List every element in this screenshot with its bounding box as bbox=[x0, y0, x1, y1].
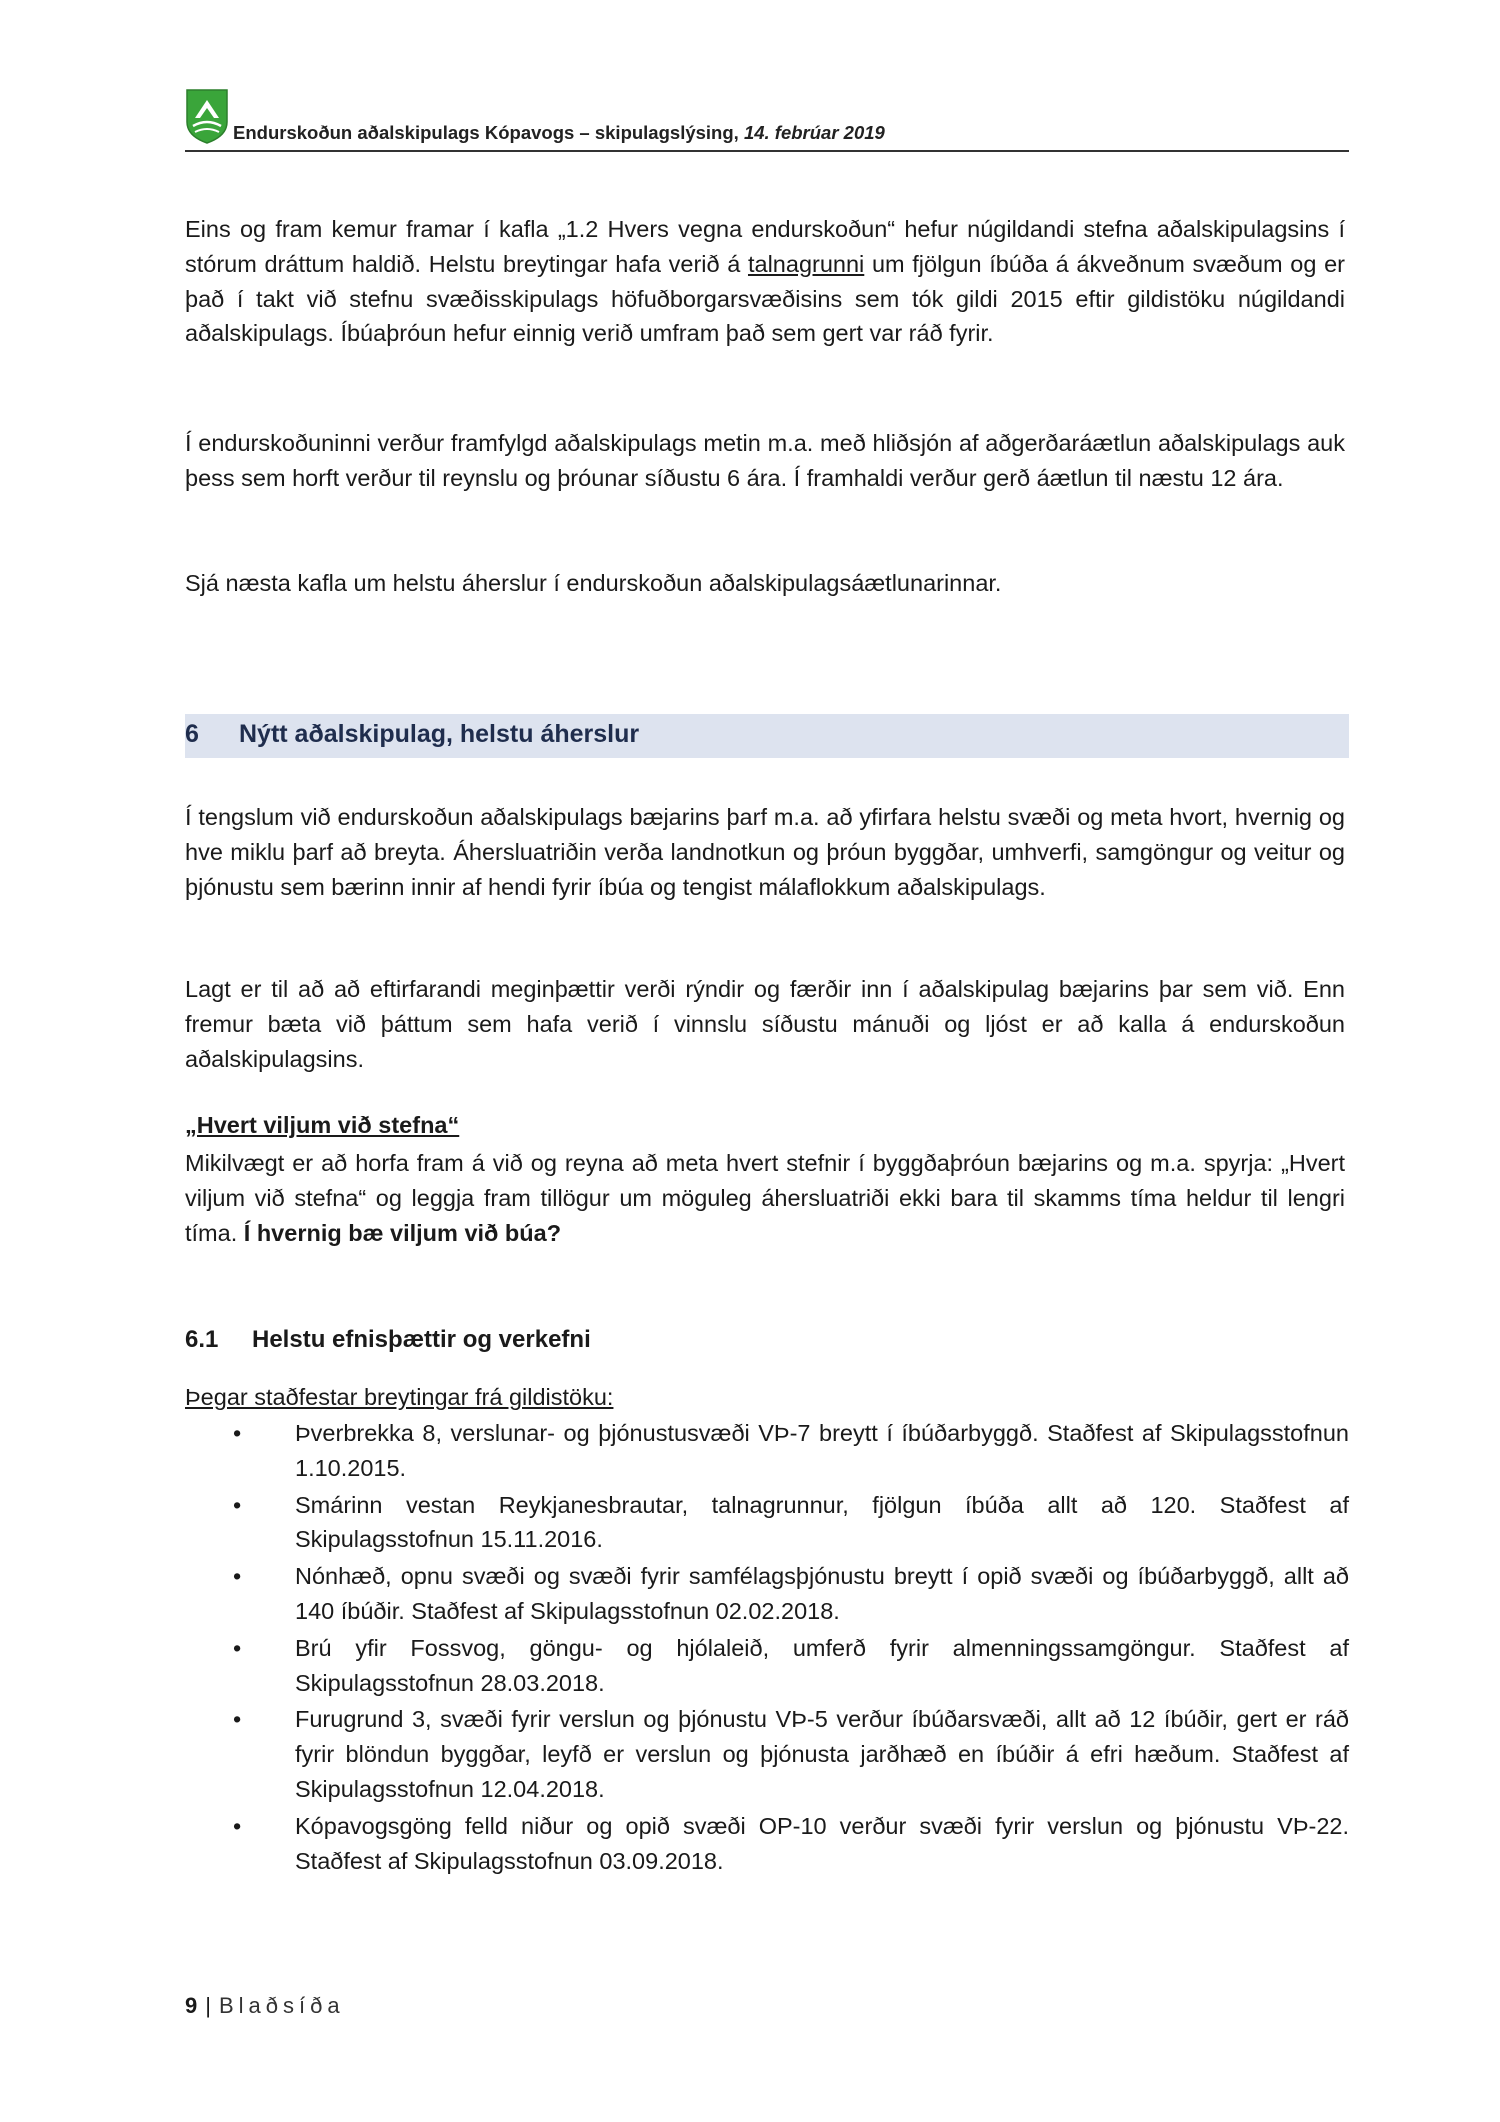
list-item-text: Smárinn vestan Reykjanesbrautar, talnagrunnur, fjölgun íbúða allt að 120. Staðfest af Skipulagsstofnun 15.11.2016. bbox=[295, 1491, 1349, 1553]
kopavogur-logo-icon bbox=[185, 88, 229, 144]
header-date: 14. febrúar 2019 bbox=[743, 122, 885, 143]
paragraph-look-ahead bbox=[185, 1146, 1345, 1250]
list-item bbox=[185, 1559, 1349, 1629]
footer-label: Blaðsíða bbox=[218, 1993, 345, 2018]
section-6-title: Nýtt aðalskipulag, helstu áherslur bbox=[239, 720, 640, 748]
bullet-icon: • bbox=[233, 1706, 242, 1733]
paragraph-look-ahead-text: Mikilvægt er að horfa fram á við og reyna að meta hvert stefnir í byggðaþróun bæjarins og m.a. spyrja: „Hvert viljum við stefna“ og leggja fram tillögur um möguleg áhersluatriði ekki bara til skamms tíma heldur til lengri tíma. bbox=[185, 1150, 1345, 1246]
paragraph-intro-part-a: Eins og fram kemur framar í kafla „1.2 Hvers vegna endurskoðun“ hefur núgildandi stefna aðalskipulagsins í stórum dráttum haldið. Helstu breytingar hafa verið á bbox=[185, 216, 1345, 277]
section-6-number: 6 bbox=[185, 720, 199, 748]
confirmed-changes-label: Þegar staðfestar breytingar frá gildistöku: bbox=[185, 1384, 614, 1410]
header-title-text: Endurskoðun aðalskipulags Kópavogs – skipulagslýsing, bbox=[233, 122, 739, 143]
list-item bbox=[185, 1631, 1349, 1701]
list-item bbox=[185, 1702, 1349, 1806]
page-footer bbox=[185, 1993, 345, 2019]
header-rule bbox=[185, 150, 1349, 152]
section-6-heading bbox=[185, 714, 1349, 758]
bullet-icon: • bbox=[233, 1563, 242, 1590]
list-item bbox=[185, 1809, 1349, 1879]
list-item-text: Brú yfir Fossvog, göngu- og hjólaleið, umferð fyrir almenningssamgöngur. Staðfest af Skipulagsstofnun 28.03.2018. bbox=[295, 1634, 1349, 1696]
paragraph-intro-part-b: um fjölgun íbúða á ákveðnum svæðum og er það í takt við stefnu svæðisskipulags höfuðborgarsvæðisins sem tók gildi 2015 eftir gildistöku núgildandi aðalskipulags. Íbúaþróun hefur einnig verið umfram það sem gert var ráð fyrir. bbox=[185, 250, 1346, 347]
paragraph-see-next: Sjá næsta kafla um helstu áherslur í endurskoðun aðalskipulagsáætlunarinnar. bbox=[185, 570, 1002, 596]
header-title bbox=[233, 122, 885, 144]
bullet-icon: • bbox=[233, 1420, 242, 1446]
page-number: 9 bbox=[185, 1993, 198, 2018]
list-item-text: Kópavogsgöng felld niður og opið svæði OP-10 verður svæði fyrir verslun og þjónustu VÞ-22. Staðfest af Skipulagsstofnun 03.09.2018. bbox=[295, 1812, 1349, 1874]
list-item bbox=[185, 1416, 1349, 1486]
section-6-1-number: 6.1 bbox=[185, 1326, 219, 1353]
talnagrunni-underlined: talnagrunni bbox=[747, 250, 865, 277]
list-item-text: Þverbrekka 8, verslunar- og þjónustusvæði VÞ-7 breytt í íbúðarbyggð. Staðfest af Skipulagsstofnun 1.10.2015. bbox=[295, 1420, 1349, 1481]
paragraph-review: Í endurskoðuninni verður framfylgd aðalskipulags metin m.a. með hliðsjón af aðgerðaráætlun aðalskipulags auk þess sem horft verður til reynslu og þróunar síðustu 6 ára. Í framhaldi verður gerð áætlun til næstu 12 ára. bbox=[185, 430, 1345, 491]
list-item-text: Nónhæð, opnu svæði og svæði fyrir samfélagsþjónustu breytt í opið svæði og íbúðarbyggð, allt að 140 íbúðir. Staðfest af Skipulagsstofnun 02.02.2018. bbox=[295, 1563, 1349, 1624]
confirmed-changes-list bbox=[185, 1416, 1349, 1880]
bullet-icon: • bbox=[233, 1491, 242, 1518]
bullet-icon: • bbox=[233, 1812, 242, 1839]
subheading-hvert-viljum: „Hvert viljum við stefna“ bbox=[185, 1112, 460, 1138]
list-item bbox=[185, 1488, 1349, 1558]
paragraph-intro bbox=[185, 212, 1345, 351]
paragraph-proposals: Lagt er til að að eftirfarandi meginþættir verði rýndir og færðir inn í aðalskipulag bæjarins þar sem við. Enn fremur bæta við þáttum sem hafa verið í vinnslu síðustu mánuði og ljóst er að kalla á endurskoðun aðalskipulagsins. bbox=[185, 976, 1345, 1072]
paragraph-connections: Í tengslum við endurskoðun aðalskipulags bæjarins þarf m.a. að yfirfara helstu svæði og meta hvort, hvernig og hve miklu þarf að breyta. Áhersluatriðin verða landnotkun og þróun byggðar, umhverfi, samgöngur og veitur og þjónustu sem bærinn innir af hendi fyrir íbúa og tengist málaflokkum aðalskipulags. bbox=[185, 804, 1345, 900]
list-item-text: Furugrund 3, svæði fyrir verslun og þjónustu VÞ-5 verður íbúðarsvæði, allt að 12 íbúðir, gert er ráð fyrir blöndun byggðar, leyfð er verslun og þjónusta jarðhæð en íbúðir á efri hæðum. Staðfest af Skipulagsstofnun 12.04.2018. bbox=[295, 1706, 1349, 1802]
page-header bbox=[185, 88, 1349, 152]
section-6-1-title: Helstu efnisþættir og verkefni bbox=[252, 1326, 591, 1353]
bullet-icon: • bbox=[233, 1634, 242, 1661]
footer-separator: | bbox=[205, 1993, 211, 2018]
question-bold: Í hvernig bæ viljum við búa? bbox=[243, 1219, 562, 1246]
